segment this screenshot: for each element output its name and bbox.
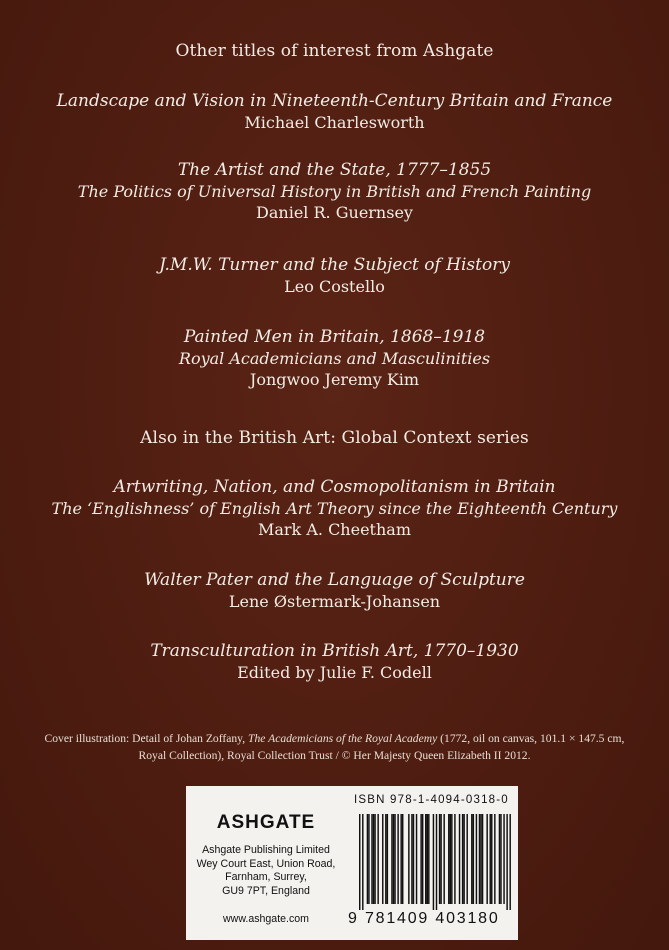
barcode-bar [374,814,375,904]
other-titles-heading: Other titles of interest from Ashgate [175,41,494,61]
book-entry [0,570,669,612]
barcode-bar [463,814,464,904]
barcode-bar [439,814,440,904]
book-author: Daniel R. Guernsey [256,203,413,222]
book-title: Landscape and Vision in Nineteenth-Century Britain and France [56,91,613,111]
book-author: Edited by Julie F. Codell [237,663,432,682]
barcode-bar [473,814,474,904]
barcode-bar [411,814,412,904]
barcode-bar [373,814,374,904]
barcode-graphic [359,814,511,910]
barcode-bar [480,814,481,904]
series-heading: Also in the British Art: Global Context series [140,428,529,448]
book-title: Artwriting, Nation, and Cosmopolitanism in Britain [113,477,556,497]
publisher-logo: ASHGATE [216,812,316,833]
barcode-bar [479,814,480,904]
barcode-bar [420,814,421,904]
barcode-bar [408,814,409,904]
barcode-bar [450,814,451,904]
book-author: Mark A. Cheetham [257,520,411,539]
barcode-bar [482,814,483,904]
barcode-bar [499,814,500,904]
publisher-address: Ashgate Publishing Limited Wey Court East, Union Road, Farnham, Surrey, GU9 7PT, England [196,844,336,897]
barcode-bar [503,814,504,904]
isbn-text: ISBN 978-1-4094-0318-0 [354,794,509,806]
book-title: Painted Men in Britain, 1868–1918 [183,327,486,347]
barcode-bar [494,814,495,904]
barcode-bar [382,814,383,904]
book-entry [0,477,669,540]
barcode-bar [462,814,463,904]
barcode-bar [448,814,449,904]
barcode-bar [454,814,455,904]
book-entry [0,327,669,390]
barcode-bar [413,814,414,904]
barcode-bar [367,814,368,904]
barcode-bar [476,814,477,904]
barcode-bar [486,814,487,904]
barcode-number: 9 781409 403180 [348,910,500,927]
barcode-bar [368,814,369,904]
barcode-bar [509,814,510,910]
barcode-bar [451,814,452,904]
book-entry [0,160,669,223]
barcode-bar [422,814,423,904]
barcode-bar [394,814,395,904]
book-title: Transculturation in British Art, 1770–1930 [150,641,519,661]
barcode-bar [500,814,501,904]
barcode-bar [359,814,360,910]
book-author: Lene Østermark-Johansen [228,592,441,611]
barcode-bar [506,814,507,910]
book-subtitle: The ‘Englishness’ of English Art Theory since the Eighteenth Century [51,499,618,518]
barcode-bar [425,814,426,904]
barcode-bar [459,814,460,904]
barcode-bar [385,814,386,904]
barcode-bar [400,814,401,904]
barcode-bar [416,814,417,904]
barcode-bar [427,814,428,904]
barcode-bar [443,814,444,904]
book-title: The Artist and the State, 1777–1855 [177,160,492,180]
barcode-bar [433,814,434,910]
barcode-bar [377,814,378,904]
barcode-bar [466,814,467,904]
book-author: Leo Costello [284,277,385,296]
book-subtitle: Royal Academicians and Masculinities [178,349,491,368]
barcode-bar [440,814,441,904]
publisher-website: www.ashgate.com [223,913,309,925]
cover-caption: Cover illustration: Detail of Johan Zoffany, The Academicians of the Royal Academy (1772, oil on canvas, 101.1 × 147.5 cm, Royal Collection), Royal Collection Trust / © Her Majesty Queen Elizabeth II 2012. [44,732,625,762]
book-entry [0,91,669,133]
book-title: J.M.W. Turner and the Subject of History [159,255,510,275]
barcode-bar [490,814,491,904]
book-author: Jongwoo Jeremy Kim [249,370,420,389]
barcode-bar [428,814,429,904]
barcode-bar [491,814,492,904]
barcode-bar [387,814,388,904]
barcode-bar [362,814,363,910]
barcode-bar [402,814,403,904]
barcode-bar [471,814,472,904]
book-entry [0,255,669,297]
barcode-bar [436,814,437,910]
book-title: Walter Pater and the Language of Sculpture [144,570,525,590]
book-entry [0,641,669,683]
barcode-bar [371,814,372,904]
barcode-bar [391,814,392,904]
barcode-bar [397,814,398,904]
book-author: Michael Charlesworth [244,113,425,132]
barcode-bar [393,814,394,904]
publisher-barcode-panel [186,786,518,940]
publisher-info [186,786,346,940]
book-subtitle: The Politics of Universal History in British and French Painting [77,182,592,201]
